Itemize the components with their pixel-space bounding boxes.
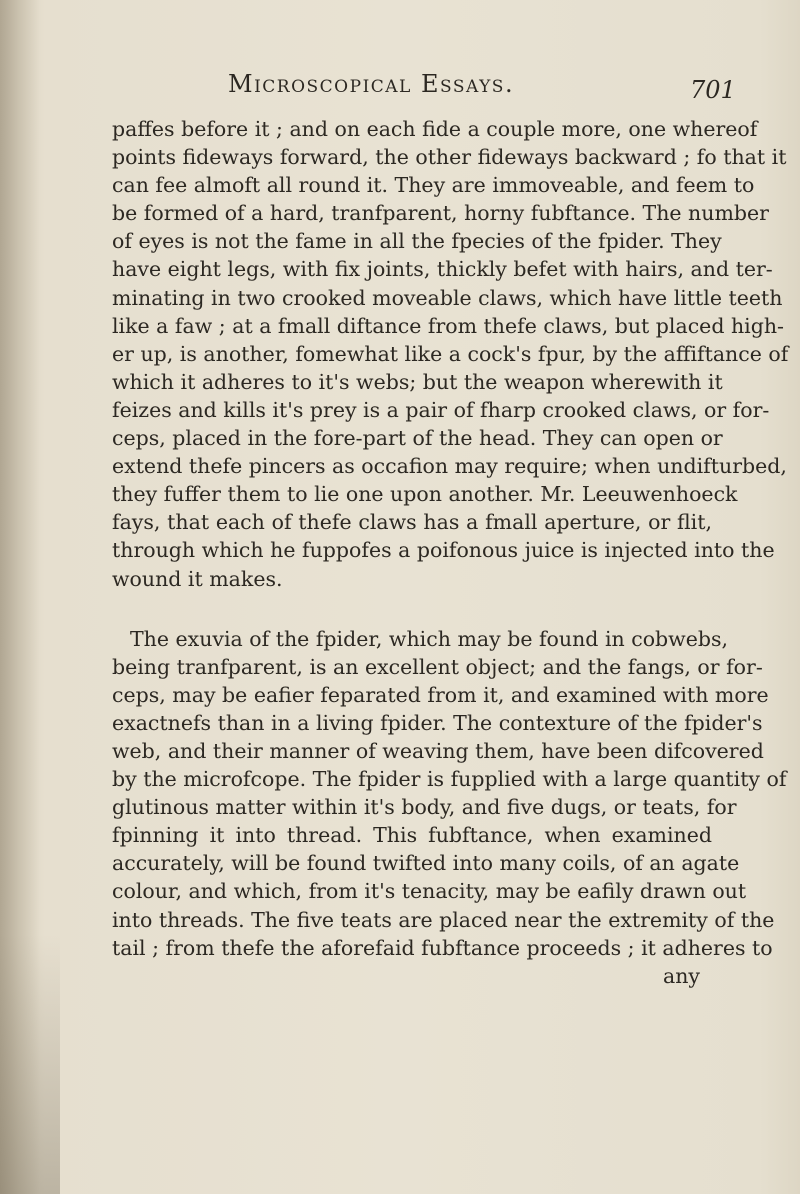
text-line: extend thefe pincers as occafion may require; when undifturbed, <box>112 454 787 479</box>
text-line: ceps, may be eafier feparated from it, and examined with more <box>112 682 769 707</box>
text-line: be formed of a hard, tranfparent, horny fubftance. The number <box>112 201 769 226</box>
text-line: paffes before it ; and on each fide a couple more, one whereof <box>112 117 758 141</box>
text-line: have eight legs, with fix joints, thickly befet with hairs, and ter- <box>112 257 773 282</box>
text-line: which it adheres to it's webs; but the weapon wherewith it <box>112 369 723 394</box>
text-line: minating in two crooked moveable claws, which have little teeth <box>112 285 783 310</box>
text-line: can fee almoft all round it. They are immoveable, and feem to <box>112 173 755 198</box>
text-line: through which he fuppofes a poifonous juice is injected into the <box>112 538 775 563</box>
page-number: 701 <box>690 76 736 104</box>
page-body <box>112 115 789 990</box>
paragraph-gap <box>112 593 712 625</box>
text-line: exactnefs than in a living fpider. The contexture of the fpider's <box>112 710 763 735</box>
text-line: of eyes is not the fame in all the fpecies of the fpider. They <box>112 229 722 254</box>
text-line: fays, that each of thefe claws has a fmall aperture, or flit, <box>112 510 712 535</box>
text-line: like a faw ; at a fmall diftance from thefe claws, but placed high- <box>112 313 784 338</box>
text-line: into threads. The five teats are placed near the extremity of the <box>112 907 775 932</box>
text-line: accurately, will be found twifted into many coils, of an agate <box>112 851 740 876</box>
text-line: being tranfparent, is an excellent object; and the fangs, or for- <box>112 654 763 679</box>
text-line: wound it makes. <box>112 566 283 591</box>
text-line: by the microfcope. The fpider is fupplied with a large quantity of <box>112 767 787 792</box>
text-line: points fideways forward, the other fideways backward ; fo that it <box>112 145 787 170</box>
paragraph-2 <box>112 625 787 962</box>
text-line: er up, is another, fomewhat like a cock's fpur, by the affiftance of <box>112 341 789 366</box>
text-line: The exuvia of the fpider, which may be found in cobwebs, <box>130 626 729 651</box>
text-line: feizes and kills it's prey is a pair of fharp crooked claws, or for- <box>112 397 770 422</box>
text-line: glutinous matter within it's body, and five dugs, or teats, for <box>112 795 737 820</box>
catchword: any <box>662 963 700 988</box>
page-stain <box>0 934 60 1194</box>
text-line: they fuffer them to lie one upon another. Mr. Leeuwenhoeck <box>112 482 738 507</box>
text-line: web, and their manner of weaving them, have been difcovered <box>112 738 764 763</box>
text-line: fpinning it into thread. This fubftance, when examined <box>112 823 712 848</box>
text-line: ceps, placed in the fore-part of the head. They can open or <box>112 426 723 451</box>
paragraph-1 <box>112 115 789 593</box>
text-line: tail ; from thefe the aforefaid fubftance proceeds ; it adheres to <box>112 935 773 960</box>
running-header: Microscopical Essays. <box>228 70 515 98</box>
text-line: colour, and which, from it's tenacity, may be eafily drawn out <box>112 879 747 904</box>
